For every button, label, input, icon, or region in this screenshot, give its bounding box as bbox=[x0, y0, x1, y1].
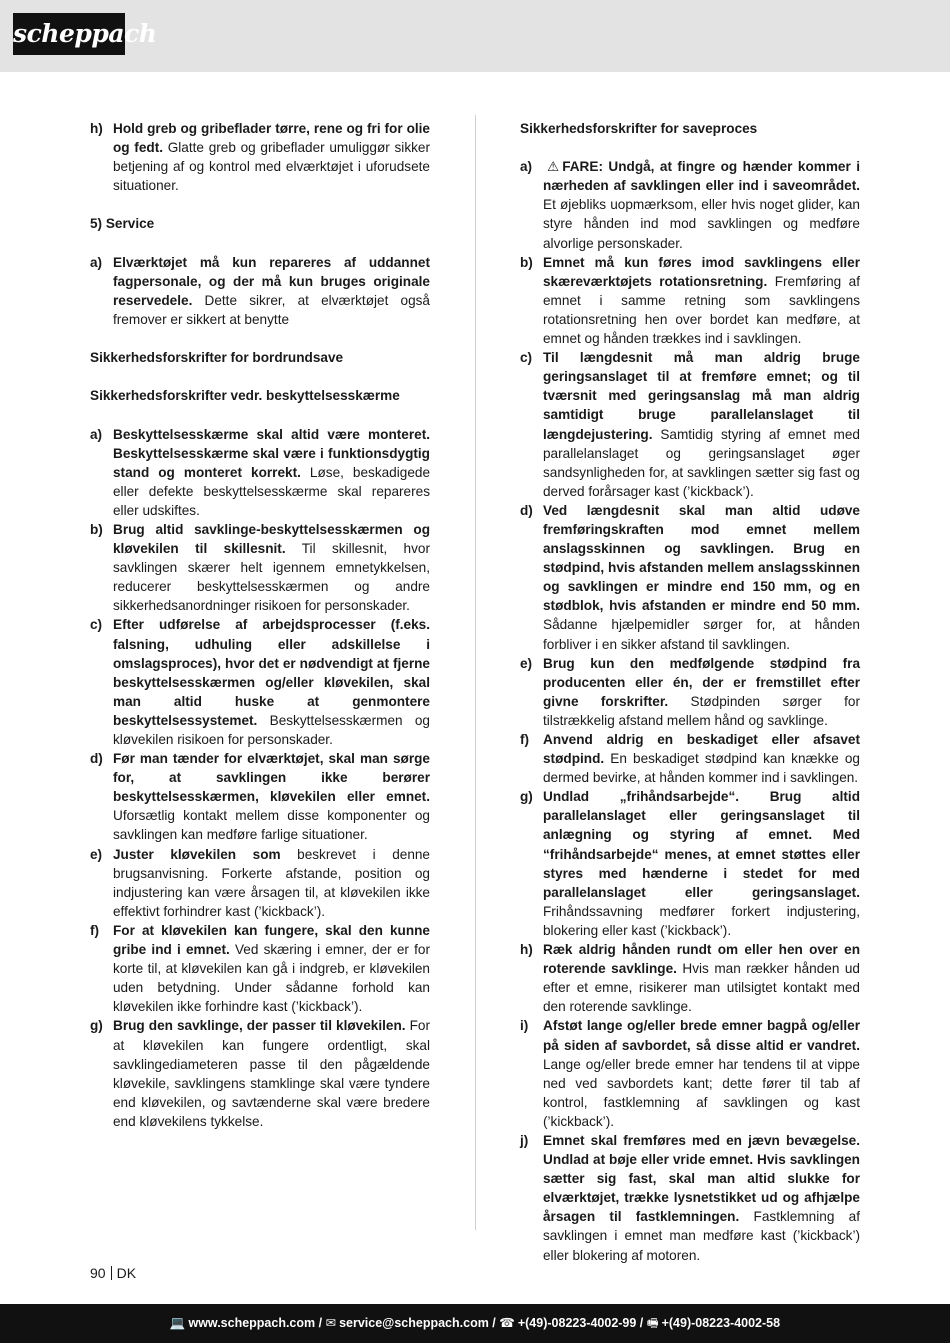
item-label: j) bbox=[520, 1132, 529, 1148]
item-bold-text: Til længdesnit må man aldrig bruge geringsanslaget til at fremføre emnet; og til tværsnit med geringsanslag må man aldrig samtidigt bruge parallelanslaget til længdejustering. bbox=[543, 350, 860, 442]
item-bold-text: Brug den savklinge, der passer til kløvekilen. bbox=[113, 1018, 406, 1034]
item-label: e) bbox=[520, 655, 533, 671]
language-code: DK bbox=[116, 1265, 137, 1281]
item-label: b) bbox=[90, 521, 103, 537]
item-label: a) bbox=[90, 254, 103, 270]
list-item bbox=[520, 730, 860, 787]
list-item bbox=[90, 921, 430, 1016]
item-bold-text: Hold greb og gribeflader tørre, rene og fri for olie og fedt. bbox=[113, 121, 430, 156]
list-item bbox=[90, 1016, 430, 1131]
item-text: Stødpinden sørger for tilstrækkelig afstand mellem hånd og savklinge. bbox=[543, 693, 860, 728]
list-item bbox=[520, 501, 860, 654]
item-label: h) bbox=[90, 121, 103, 136]
list-item bbox=[520, 654, 860, 730]
item-text: En beskadiget stødpind kan knække og dermed bevirke, at hånden kommer ind i savklingen. bbox=[543, 751, 860, 786]
right-column bbox=[520, 119, 860, 1265]
list-item bbox=[90, 845, 430, 921]
item-label: c) bbox=[520, 350, 533, 366]
item-text: Frihåndssavning medfører forkert indjustering, blokering eller kast (’kickback’). bbox=[543, 903, 860, 938]
item-bold-text: Afstøt lange og/eller brede emner bagpå og/eller på siden af savbordet, så disse altid er vandret. bbox=[543, 1018, 860, 1053]
item-label: g) bbox=[90, 1018, 103, 1034]
section-heading-guards: Sikkerhedsforskrifter vedr. beskyttelsesskærme bbox=[90, 388, 400, 404]
list-item bbox=[520, 787, 860, 940]
item-text: Hvis man rækker hånden ud efter et emne, risikerer man utilsigtet kontakt med den roterende savklinge. bbox=[543, 961, 860, 1015]
list-item bbox=[90, 615, 430, 749]
phone-icon: ☎ bbox=[499, 1316, 515, 1330]
item-bold-text: Emnet skal fremføres med en jævn bevægelse. Undlad at bøje eller vride emnet. Hvis savklingen sætter sig fast, skal man altid slukke for elværktøjet, trække lysnetstikket ud og afhjælpe årsagen til fastklemningen. bbox=[543, 1132, 860, 1225]
item-label: b) bbox=[520, 254, 533, 270]
email-link[interactable]: service@scheppach.com / bbox=[339, 1316, 496, 1330]
item-bold-text: Ræk aldrig hånden rundt om eller hen over en roterende savklinge. bbox=[543, 942, 860, 977]
section-heading-sawing: Sikkerhedsforskrifter for saveproces bbox=[520, 121, 758, 136]
list-item bbox=[520, 940, 860, 1016]
item-text: Fastklemning af savklingen i emnet man medføre kast (’kickback’) eller blokering af motoren. bbox=[543, 1209, 860, 1263]
item-text: Samtidig styring af emnet med parallelanslaget og geringsanslaget øger sandsynligheden for, at savklingen sætter sig fast og derved forårsager kast (’kickback’). bbox=[543, 426, 860, 499]
item-bold-text: Emnet må kun føres imod savklingens eller skæreværktøjets rotationsretning. bbox=[543, 254, 860, 289]
item-bold-text: Før man tænder for elværktøjet, skal man sørge for, at savklingen ikke berører beskyttelsesskærmen, kløvekilen eller emnet. bbox=[113, 751, 430, 805]
item-text: Sådanne hjælpemidler sørger for, at hånden forbliver i en sikker afstand til savklingen. bbox=[543, 617, 860, 652]
item-text: Løse, beskadigede eller defekte beskyttelsesskærme skal repareres eller udskiftes. bbox=[113, 464, 431, 518]
item-bold-text: FARE: Undgå, at fingre og hænder kommer i nærheden af savklingen eller ind i saveområdet. bbox=[543, 159, 860, 194]
item-label: a) bbox=[520, 159, 533, 175]
item-text: Dette sikrer, at elværktøjet også fremover er sikkert at benytte bbox=[113, 292, 430, 327]
item-text: Uforsætlig kontakt mellem disse komponenter og savklingen kan medføre farlige situationer. bbox=[113, 808, 430, 843]
list-item bbox=[90, 253, 430, 329]
item-text: For at kløvekilen kan fungere ordentligt, skal savklingediameteren passe til den pågældende kløvekile, savklingens stamklinge skal være tyndere end kløvekilen, og savtænderne skal være bredere end kløvekilens tykkelse. bbox=[113, 1018, 430, 1129]
footer-separator bbox=[111, 1266, 112, 1280]
item-bold-text: Undlad „frihåndsarbejde“. Brug altid parallelanslaget eller geringsanslaget til anlægning og styring af emnet. Med “frihåndsarbejde“ menes, at emnet støttes eller styres med hænderne i stedet for med parallelanslaget eller geringsanslaget. bbox=[543, 789, 860, 900]
section-heading-service: 5) Service bbox=[90, 216, 155, 232]
item-bold-text: Brug kun den medfølgende stødpind fra producenten eller én, der er fremstillet efter givne forskrifter. bbox=[543, 655, 860, 709]
phone-number: +(49)-08223-4002-99 / bbox=[517, 1316, 644, 1330]
item-label: d) bbox=[90, 751, 103, 767]
header-bar bbox=[0, 0, 950, 72]
list-item bbox=[90, 425, 430, 520]
fax-number: +(49)-08223-4002-58 bbox=[661, 1316, 781, 1330]
item-text: beskrevet i denne brugsanvisning. Forkerte afstande, position og indjustering kan være årsagen til, at kløvekilen ikke effektivt forhindrer kast (’kickback’). bbox=[113, 846, 430, 919]
page-number: 90 bbox=[90, 1265, 106, 1281]
item-text: Ved skæring i emner, der er for korte til, at kløvekilen kan gå i indgreb, er kløvekilen uden betydning. Under sådanne forhold kan kløvekilen ikke forhindre kast (’kickback’). bbox=[113, 942, 430, 1015]
item-label: a) bbox=[90, 426, 103, 442]
item-bold-text: Elværktøjet må kun repareres af uddannet fagpersonale, og der må kun bruges originale reservedele. bbox=[113, 254, 430, 308]
column-divider bbox=[475, 115, 476, 1230]
item-bold-text: Anvend aldrig en beskadiget eller afsavet stødpind. bbox=[543, 732, 860, 767]
fax-icon: 🖷 bbox=[646, 1316, 659, 1330]
item-label: h) bbox=[520, 942, 533, 958]
item-bold-text: Brug altid savklinge-beskyttelsesskærmen og kløvekilen til skillesnit. bbox=[113, 521, 430, 557]
item-label: e) bbox=[90, 846, 103, 862]
item-text: Lange og/eller brede emner har tendens til at vippe ned ved savbordets kant; dette fører til tab af kontrol, fastklemning af savklingen og kast (’kickback’). bbox=[543, 1056, 860, 1129]
item-bold-text: Ved længdesnit skal man altid udøve fremføringskraften mod emnet mellem anslagsskinnen og savklingen. Brug en stødpind, hvis afstanden mellem anslagsskinnen og savklingen er mindre end 150 mm, og en stødblok, hvis afstanden er mindre end 50 mm. bbox=[543, 502, 860, 614]
item-text: Beskyttelsesskærmen og kløvekilen risikoen for personskader. bbox=[113, 712, 430, 747]
scheppach-logo: scheppach bbox=[13, 13, 125, 55]
item-bold-text: Efter udførelse af arbejdsprocesser (f.eks. falsning, udhuling eller adskillelse i omslagsproces), hvor det er nødvendigt at fjerne beskyttelsesskærmen og/eller kløvekilen, skal man altid huske at genmontere beskyttelsessystemet. bbox=[113, 617, 430, 728]
item-text: Fremføring af emnet i samme retning som savklingens rotationsretning hen over bordet kan medføre, at emnet og hånden trækkes ind i savklingen. bbox=[543, 273, 860, 347]
item-text: Glatte greb og gribeflader umuliggør sikker betjening af og kontrol med elværktøjet i uforudsete situationer. bbox=[113, 140, 430, 194]
item-bold-text: For at kløvekilen kan fungere, skal den kunne gribe ind i emnet. bbox=[113, 922, 430, 958]
item-bold-text: Juster kløvekilen som bbox=[113, 846, 281, 862]
list-item bbox=[520, 1016, 860, 1131]
list-item bbox=[520, 348, 860, 501]
list-item bbox=[520, 253, 860, 348]
item-label: g) bbox=[520, 789, 533, 805]
page-footer bbox=[90, 1265, 136, 1281]
list-item bbox=[90, 119, 430, 195]
item-label: f) bbox=[90, 922, 100, 938]
mail-icon: ✉ bbox=[325, 1316, 337, 1330]
section-heading-table-saw: Sikkerhedsforskrifter for bordrundsave bbox=[90, 350, 344, 366]
item-label: f) bbox=[520, 732, 530, 747]
contact-bar bbox=[0, 1304, 950, 1343]
item-label: c) bbox=[90, 617, 103, 633]
laptop-icon: 💻 bbox=[169, 1316, 186, 1330]
item-text: Til skillesnit, hvor savklingen skærer helt igennem emnetykkelsen, reducerer beskyttelsesskærmen og andre sikkerhedsanordninger risikoen for personskader. bbox=[113, 541, 431, 614]
list-item bbox=[90, 749, 430, 844]
item-bold-text: Beskyttelsesskærme skal altid være monteret. Beskyttelsesskærme skal være i funktionsdygtig stand og monteret korrekt. bbox=[113, 426, 430, 480]
list-item bbox=[90, 520, 430, 615]
warning-triangle-icon: ⚠ bbox=[547, 159, 560, 175]
website-link[interactable]: www.scheppach.com / bbox=[188, 1316, 323, 1330]
left-column bbox=[90, 119, 430, 1131]
item-label: i) bbox=[520, 1018, 529, 1034]
item-text: Et øjebliks uopmærksom, eller hvis noget glider, kan styre hånden ind mod savklingen og medføre alvorlige personskader. bbox=[543, 197, 860, 251]
list-item bbox=[520, 1131, 860, 1265]
item-label: d) bbox=[520, 502, 533, 518]
list-item bbox=[520, 157, 860, 252]
